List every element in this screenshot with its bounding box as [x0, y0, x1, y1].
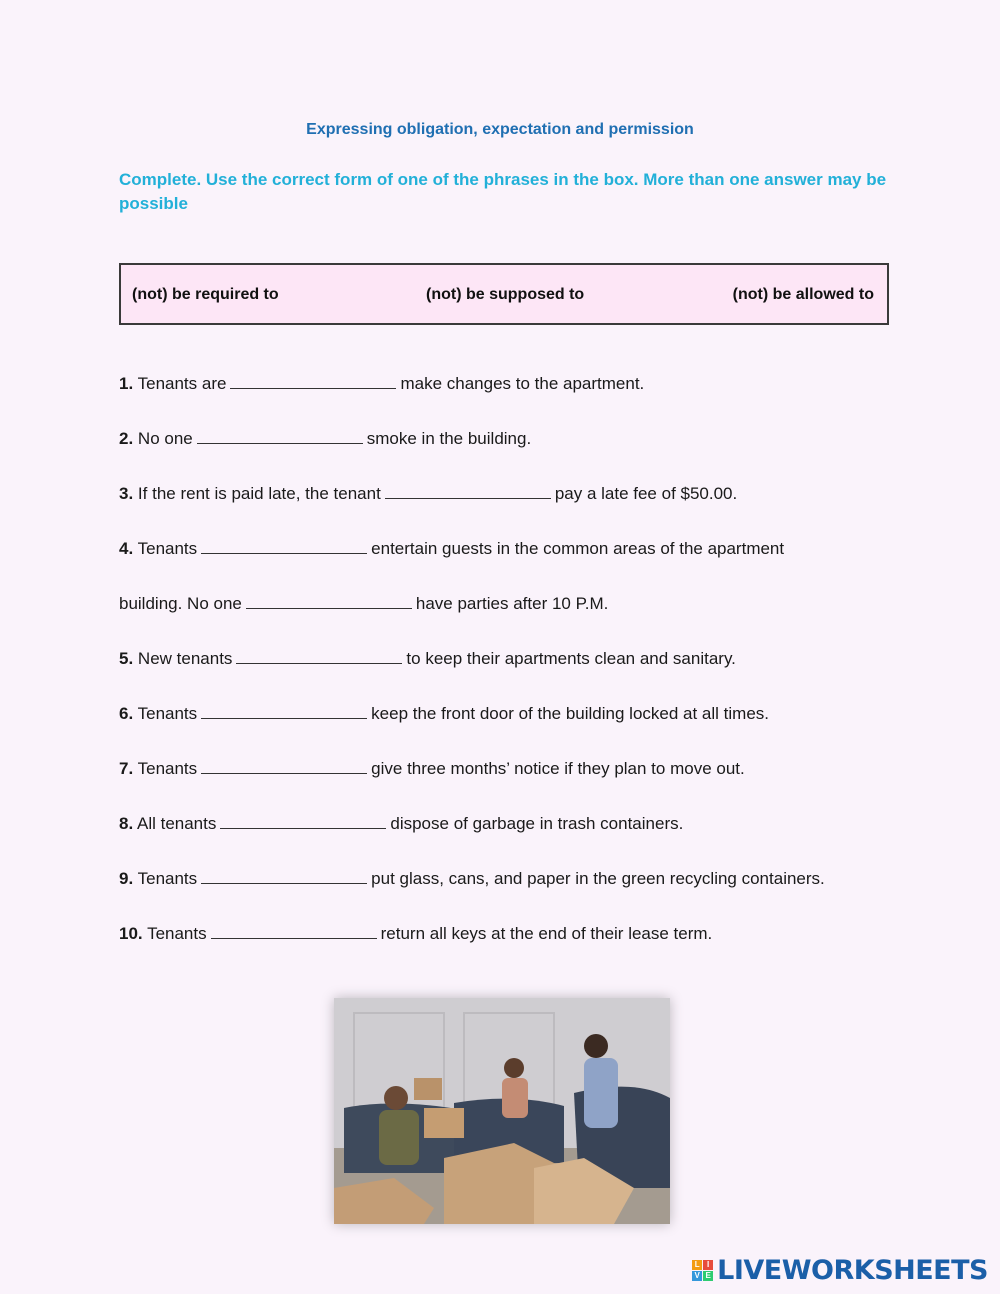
answer-blank[interactable] — [201, 539, 367, 554]
question-number: 4. — [119, 539, 134, 558]
question-text-after: dispose of garbage in trash containers. — [390, 814, 684, 833]
answer-blank[interactable] — [385, 484, 551, 499]
question-number: 3. — [119, 484, 134, 503]
question-number: 2. — [119, 429, 134, 448]
answer-blank[interactable] — [201, 869, 367, 884]
liveworksheets-logo — [692, 1255, 988, 1285]
question-line — [119, 759, 745, 779]
question-line — [119, 649, 736, 669]
answer-blank[interactable] — [220, 814, 386, 829]
question-text-after: smoke in the building. — [366, 429, 532, 448]
logo-badge-icon: L I V E — [692, 1260, 713, 1281]
answer-blank[interactable] — [246, 594, 412, 609]
question-line — [119, 429, 531, 449]
answer-blank[interactable] — [197, 429, 363, 444]
question-text-before: Tenants — [147, 924, 207, 943]
answer-blank[interactable] — [230, 374, 396, 389]
question-text-after: to keep their apartments clean and sanitary. — [406, 649, 736, 668]
answer-blank[interactable] — [236, 649, 402, 664]
answer-blank[interactable] — [201, 759, 367, 774]
question-text-after: make changes to the apartment. — [400, 374, 645, 393]
question-text-after: have parties after 10 P.M. — [415, 594, 609, 613]
question-text-before: If the rent is paid late, the tenant — [137, 484, 381, 503]
question-number: 9. — [119, 869, 134, 888]
question-text-after: give three months’ notice if they plan to move out. — [371, 759, 745, 778]
question-text-before: All tenants — [136, 814, 217, 833]
answer-blank[interactable] — [211, 924, 377, 939]
question-line — [119, 814, 683, 834]
question-text-before: New tenants — [137, 649, 233, 668]
phrase-allowed: (not) be allowed to — [732, 286, 874, 303]
question-text-before: building. No one — [119, 594, 242, 613]
question-text-before: Tenants — [137, 759, 198, 778]
question-text-before: Tenants — [137, 869, 198, 888]
question-number: 5. — [119, 649, 134, 668]
question-text-before: Tenants are — [137, 374, 227, 393]
question-text-after: pay a late fee of $50.00. — [554, 484, 738, 503]
phrase-required: (not) be required to — [132, 286, 279, 303]
question-line — [119, 594, 608, 614]
question-text-before: Tenants — [137, 539, 198, 558]
question-number: 6. — [119, 704, 134, 723]
question-text-after: entertain guests in the common areas of the apartment — [371, 539, 785, 558]
question-line — [119, 484, 737, 504]
question-text-after: keep the front door of the building locked at all times. — [371, 704, 770, 723]
phrase-supposed: (not) be supposed to — [426, 286, 585, 303]
question-text-after: return all keys at the end of their lease term. — [380, 924, 713, 943]
question-line — [119, 539, 784, 559]
logo-text: LIVEWORKSHEETS — [717, 1254, 988, 1286]
question-line — [119, 924, 712, 944]
question-number: 8. — [119, 814, 134, 833]
question-line — [119, 374, 644, 394]
question-line — [119, 704, 769, 724]
question-number: 1. — [119, 374, 134, 393]
tenants-photo — [334, 998, 670, 1224]
question-text-before: Tenants — [137, 704, 198, 723]
instruction-text: Complete. Use the correct form of one of the phrases in the box. More than one answer may be possible — [119, 170, 887, 213]
question-number: 7. — [119, 759, 134, 778]
question-line — [119, 869, 825, 889]
question-text-after: put glass, cans, and paper in the green recycling containers. — [371, 869, 825, 888]
phrase-box — [119, 263, 889, 325]
question-text-before: No one — [137, 429, 193, 448]
answer-blank[interactable] — [201, 704, 367, 719]
worksheet-title: Expressing obligation, expectation and permission — [306, 121, 694, 138]
question-number: 10. — [119, 924, 143, 943]
